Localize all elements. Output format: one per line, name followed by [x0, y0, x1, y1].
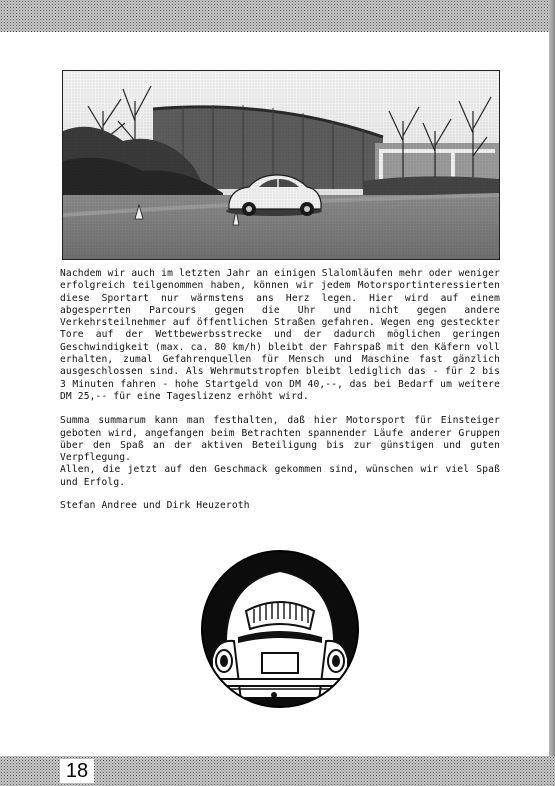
beetle-logo: [198, 549, 363, 711]
article-paragraph-1: Nachdem wir auch im letzten Jahr an einigen Slalomläufen mehr oder weniger erfolgreich teilgenommen haben, können wir jedem Motorsportinteressierten diese Sportart nur wärmstens ans Herz legen. Hier wird auf einem abgesperrten Parcours gegen die Uhr und nicht gegen andere Verkehrsteilnehmer auf öffentlichen Straßen gefahren. Wegen eng gesteckter Tore auf der Wettbewerbsstrecke und der dadurch möglichen geringen Geschwindigkeit (max. ca. 80 km/h) bleibt der Fahrspaß mit den Käfern voll erhalten, zumal Gefahrenquellen für Mensch und Maschine fast gänzlich ausgeschlossen sind. Als Wehrmutstropfen bleibt lediglich das - für 2 bis 3 Minuten fahren - hohe Startgeld von DM 40,--, das bei Bedarf um weitere DM 25,-- für eine Tageslizenz erhöht wird.: [60, 268, 500, 402]
top-dither-band: [0, 0, 555, 32]
slalom-photo: [62, 70, 500, 260]
article-signature: Stefan Andree und Dirk Heuzeroth: [60, 500, 250, 512]
article-paragraph-3: Allen, die jetzt auf den Geschmack gekommen sind, wünschen wir viel Spaß und Erfolg.: [60, 464, 500, 488]
page-number: 18: [60, 759, 94, 783]
vw-beetle-rear-logo-icon: [198, 549, 363, 711]
article-text: [60, 268, 500, 512]
article-paragraph-2: Summa summarum kann man festhalten, daß hier Motorsport für Einsteiger geboten wird, angefangen beim Betrachten spannender Läufe anderer Gruppen über den Spaß an der aktiven Beteiligung bis zur günstigen und guten Verpflegung.: [60, 415, 500, 464]
vw-beetle-slalom-photo-icon: [63, 71, 499, 259]
page-edge-shadow: [549, 0, 555, 786]
